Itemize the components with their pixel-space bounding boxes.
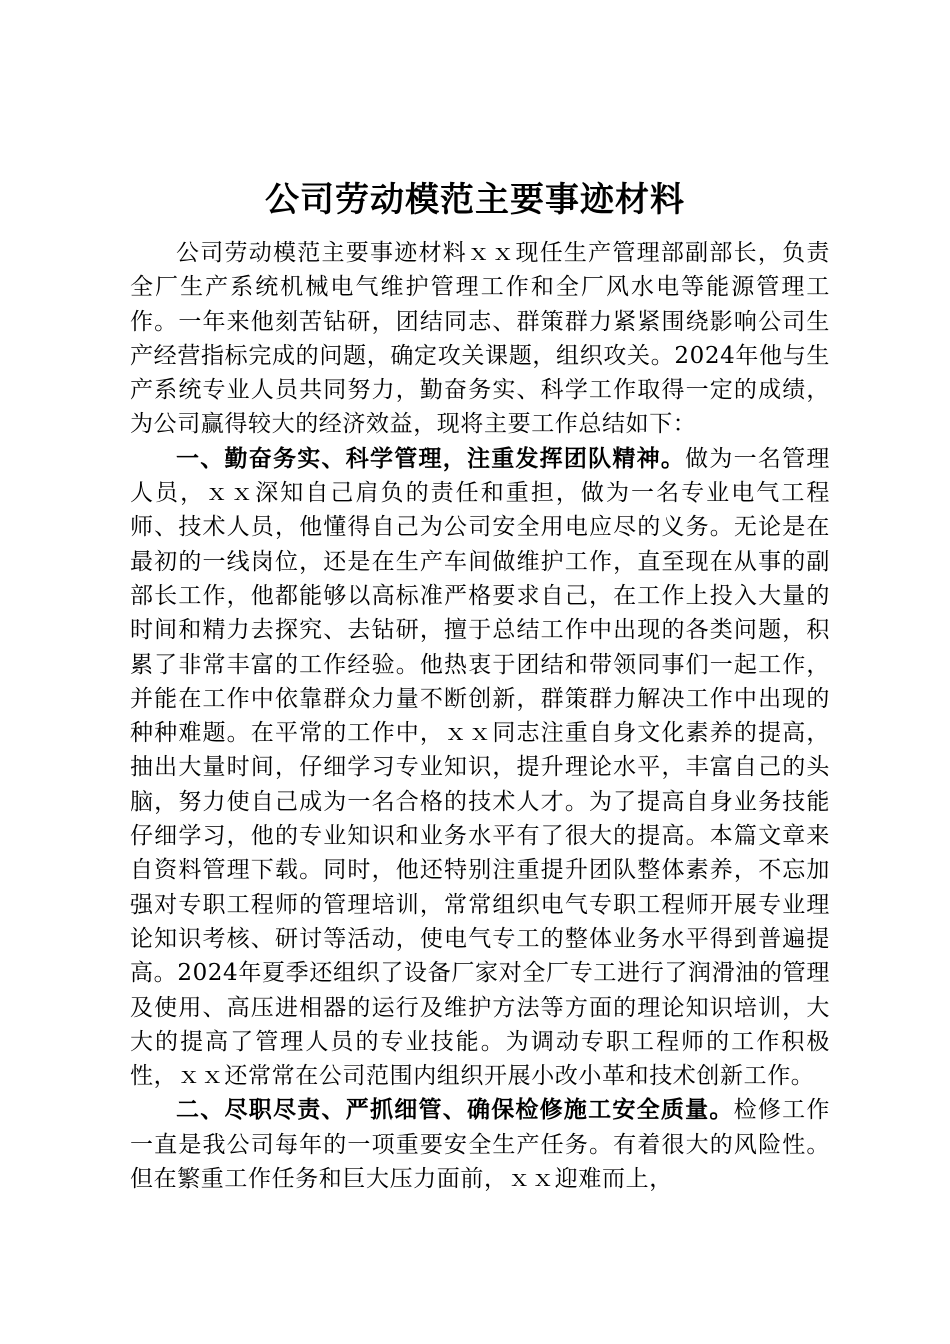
document-title: 公司劳动模范主要事迹材料 [265,180,685,220]
document-body [130,236,830,1196]
section-text-2: 检修工作一直是我公司每年的一项重要安全生产任务。有着很大的风险性。但在繁重工作任务和巨大压力面前，ｘｘ迎难而上， [130,1097,830,1193]
intro-paragraph: 公司劳动模范主要事迹材料ｘｘ现任生产管理部副部长，负责全厂生产系统机械电气维护管理工作和全厂风水电等能源管理工作。一年来他刻苦钻研，团结同志、群策群力紧紧围绕影响公司生产经营指标完成的问题，确定攻关课题，组织攻关。2024年他与生产系统专业人员共同努力，勤奋务实、科学工作取得一定的成绩，为公司赢得较大的经济效益，现将主要工作总结如下： [130,240,830,438]
section-paragraph-1 [130,442,830,1094]
section-heading-2: 二、尽职尽责、严抓细管、确保检修施工安全质量。 [176,1097,734,1124]
section-heading-1: 一、勤奋务实、科学管理，注重发挥团队精神。 [176,445,686,472]
section-text-1: 做为一名管理人员，ｘｘ深知自己肩负的责任和重担，做为一名专业电气工程师、技术人员，他懂得自己为公司安全用电应尽的义务。无论是在最初的一线岗位，还是在生产车间做维护工作，直至现在从事的副部长工作，他都能够以高标准严格要求自己，在工作上投入大量的时间和精力去探究、去钻研，擅于总结工作中出现的各类问题，积累了非常丰富的工作经验。他热衷于团结和带领同事们一起工作，并能在工作中依靠群众力量不断创新，群策群力解决工作中出现的种种难题。在平常的工作中，ｘｘ同志注重自身文化素养的提高，抽出大量时间，仔细学习专业知识，提升理论水平，丰富自己的头脑，努力使自己成为一名合格的技术人才。为了提高自身业务技能仔细学习，他的专业知识和业务水平有了很大的提高。本篇文章来自资料管理下载。同时，他还特别注重提升团队整体素养，不忘加强对专职工程师的管理培训，常常组织电气专职工程师开展专业理论知识考核、研讨等活动，使电气专工的整体业务水平得到普遍提高。2024年夏季还组织了设备厂家对全厂专工进行了润滑油的管理及使用、高压进相器的运行及维护方法等方面的理论知识培训，大大的提高了管理人员的专业技能。为调动专职工程师的工作积极性，ｘｘ还常常在公司范围内组织开展小改小革和技术创新工作。 [130,445,830,1090]
section-paragraph-2 [130,1093,830,1196]
